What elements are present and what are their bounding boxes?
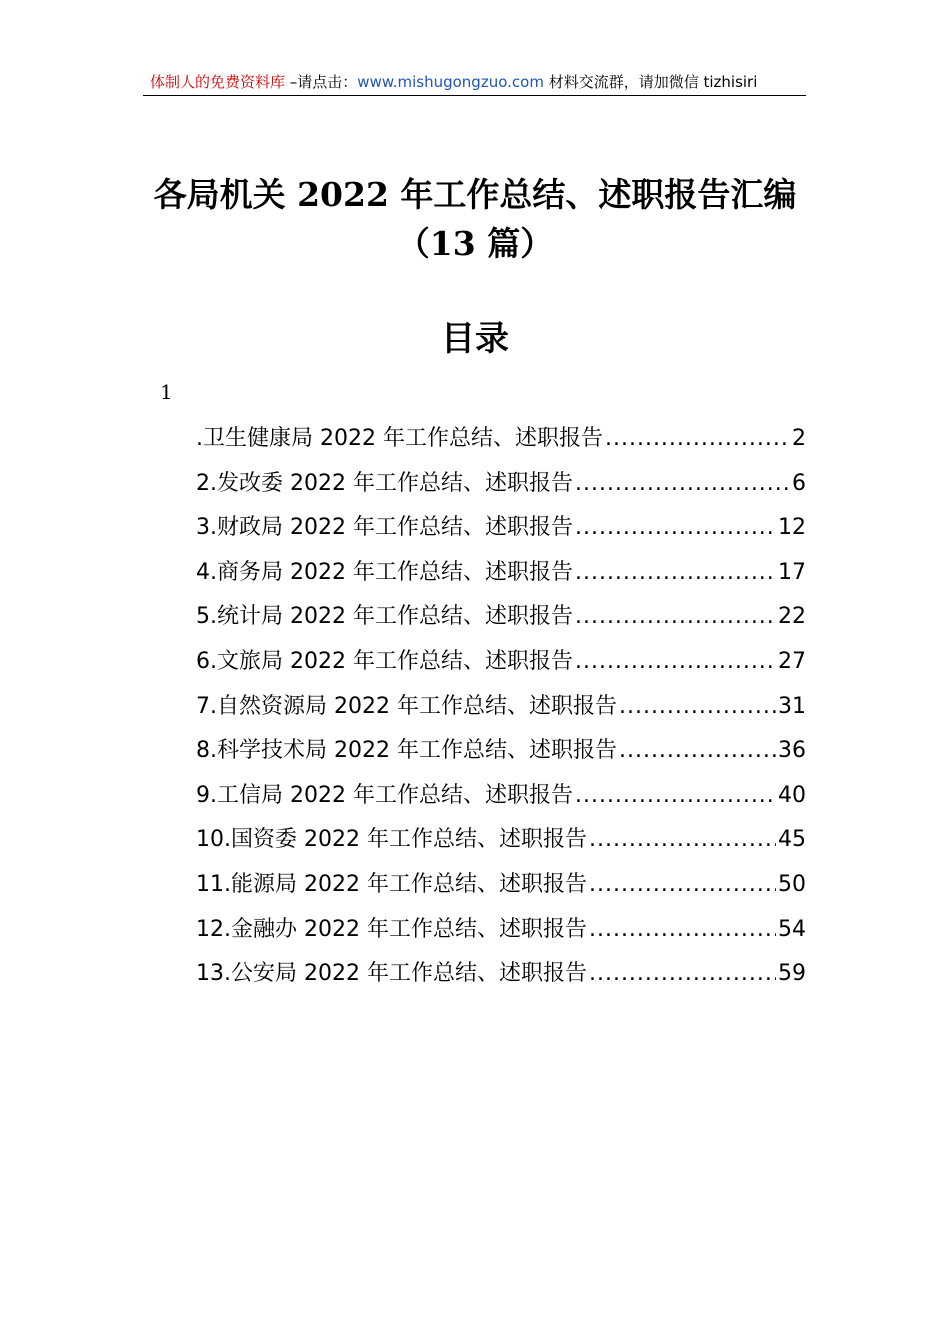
toc-item[interactable] (196, 908, 806, 953)
toc-item[interactable] (196, 462, 806, 507)
toc-item-title: 4.商务局 2022 年工作总结、述职报告 (196, 559, 573, 585)
toc-item-title: .卫生健康局 2022 年工作总结、述职报告 (196, 426, 603, 451)
toc-item-title: 12.金融办 2022 年工作总结、述职报告 (196, 916, 587, 942)
header-divider (143, 95, 806, 96)
toc-item[interactable] (196, 551, 806, 596)
toc-stray-number: 1 (160, 380, 173, 404)
toc-item-page: 17 (778, 559, 806, 585)
toc-item[interactable] (196, 774, 806, 819)
toc-item[interactable] (196, 506, 806, 551)
toc-dot-leader (619, 729, 776, 774)
toc-item-title: 6.文旅局 2022 年工作总结、述职报告 (196, 648, 573, 674)
toc-item-title: 3.财政局 2022 年工作总结、述职报告 (196, 515, 573, 541)
toc-item-page: 50 (778, 871, 806, 897)
header-prompt: –请点击： (285, 73, 358, 91)
toc-dot-leader (619, 685, 776, 730)
toc-item-title: 2.发改委 2022 年工作总结、述职报告 (196, 470, 573, 496)
toc-dot-leader (575, 462, 790, 507)
toc-item-title: 11.能源局 2022 年工作总结、述职报告 (196, 871, 587, 897)
toc-item-title: 5.统计局 2022 年工作总结、述职报告 (196, 604, 573, 630)
toc-item-page: 59 (778, 961, 806, 987)
toc-item-title: 13.公安局 2022 年工作总结、述职报告 (196, 961, 587, 987)
toc-item-page: 22 (778, 604, 806, 630)
document-subtitle: （13 篇） (396, 224, 554, 263)
toc-dot-leader (589, 818, 776, 863)
toc-item[interactable] (196, 640, 806, 685)
toc-item-page: 45 (778, 827, 806, 853)
toc-item-page: 40 (778, 782, 806, 808)
toc-item[interactable] (196, 595, 806, 640)
toc-item[interactable] (196, 952, 806, 997)
toc-item-title: 7.自然资源局 2022 年工作总结、述职报告 (196, 693, 617, 719)
toc-item-page: 2 (792, 426, 806, 451)
page-header (150, 70, 806, 94)
toc-item[interactable] (196, 729, 806, 774)
header-website-link[interactable]: www.mishugongzuo.com (357, 73, 544, 91)
toc-dot-leader (589, 952, 776, 997)
header-brand: 体制人的免费资料库 (150, 73, 286, 91)
toc-dot-leader (575, 551, 776, 596)
toc-dot-leader (575, 595, 776, 640)
toc-dot-leader (605, 417, 790, 462)
document-title: 各局机关 2022 年工作总结、述职报告汇编 (153, 175, 797, 214)
toc-item-page: 27 (778, 648, 806, 674)
toc-dot-leader (575, 774, 776, 819)
toc-item-page: 12 (778, 515, 806, 541)
toc-dot-leader (589, 908, 776, 953)
toc-heading: 目录 (441, 319, 509, 359)
toc-item-page: 36 (778, 738, 806, 764)
toc-item-page: 31 (778, 693, 806, 719)
toc-item-title: 8.科学技术局 2022 年工作总结、述职报告 (196, 738, 617, 764)
toc-item[interactable] (196, 685, 806, 730)
toc-item[interactable] (196, 818, 806, 863)
toc-item-page: 6 (792, 470, 806, 496)
toc-dot-leader (589, 863, 776, 908)
toc-item-page: 54 (778, 916, 806, 942)
header-note: 材料交流群，请加微信 tizhisiri (543, 73, 758, 91)
toc-item-title: 10.国资委 2022 年工作总结、述职报告 (196, 827, 587, 853)
toc-item[interactable] (196, 417, 806, 462)
toc-dot-leader (575, 506, 776, 551)
toc-item-title: 9.工信局 2022 年工作总结、述职报告 (196, 782, 573, 808)
toc-item[interactable] (196, 863, 806, 908)
toc-dot-leader (575, 640, 776, 685)
toc-list (196, 417, 806, 997)
